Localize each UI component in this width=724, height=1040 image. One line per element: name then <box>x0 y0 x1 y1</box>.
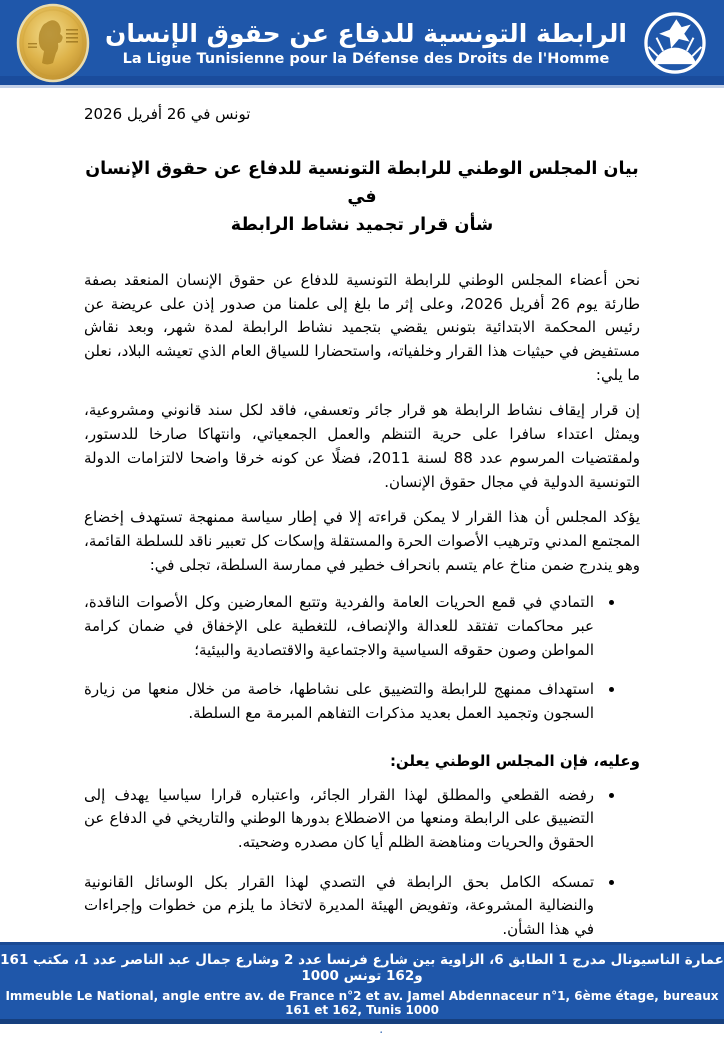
letterfoot-banner <box>0 942 724 1040</box>
statement-paragraph-3: يؤكد المجلس أن هذا القرار لا يمكن قراءته إلا في إطار سياسة ممنهجة تستهدف إخضاع المجتمع المدني وترهيب الأصوات الحرة والمستقلة وإسكات كل تعبير ناقد للسلطة القائمة، وهو يندرج ضمن مناخ عام يتسم بانحراف خطير في ممارسة السلطة، تجلى في: <box>84 508 640 574</box>
org-name-arabic: الرابطة التونسية للدفاع عن حقوق الإنسان <box>105 18 627 48</box>
footer-fax-text: 71 258 000 <box>391 1025 473 1040</box>
org-name-french: La Ligue Tunisienne pour la Défense des Droits de l'Homme <box>122 51 610 68</box>
ltdh-dove-sunrise-logo-icon <box>642 10 708 76</box>
context-bullet-2: • استهداف ممنهج للرابطة والتضييق على نشاطها، خاصة من خلال منعها من زيارة السجون وتجميد العمل بعديد مذكرات التفاهم المبرمة مع السلطة. <box>84 678 598 725</box>
footer-address-arabic: عمارة الناسيونال مدرج 1 الطابق 6، الزاوية بين شارع فرنسا عدد 2 وشارع جمال عبد الناصر عدد 1، مكتب 161 و162 تونس 1000 <box>0 952 724 984</box>
date-line: تونس في 26 أفريل 2026 <box>84 105 251 123</box>
footer-website-text: www.ltdh.tn <box>91 1025 182 1040</box>
letterhead-titles <box>90 18 642 67</box>
declaration-bullet-list <box>84 784 618 942</box>
footer-contact-row <box>0 1025 724 1040</box>
declaration-bullet-1: • رفضه القطعي والمطلق لهذا القرار الجائر، واعتباره قرارا سياسيا يهدف إلى التضييق على الرابطة ومنعها من الاضطلاع بدورها الوطني والتاريخي في الدفاع عن الحقوق والحريات ومناهضة الظلم أيا كان مصدره وضحيته. <box>84 784 598 855</box>
email-icon <box>515 1025 530 1040</box>
footer-address-french: Immeuble Le National, angle entre av. de France n°2 et av. Jamel Abdennaceur n°1, 6ème étage, bureaux 161 et 162, Tunis 1000 <box>5 989 719 1017</box>
footer-website <box>70 1025 182 1040</box>
statement-body <box>0 105 724 942</box>
context-bullet-list <box>84 591 618 725</box>
statement-title-line1: بيان المجلس الوطني للرابطة التونسية للدفاع عن حقوق الإنسان في <box>85 159 639 207</box>
footer-phone-text: 71 258 000 <box>245 1025 328 1040</box>
context-bullet-1: • التمادي في قمع الحريات العامة والفردية وتتبع المعارضين وكل الأصوات الناقدة، عبر محاكمات تفتقد للعدالة والإنصاف، للتغطية على الإخفاق في ضمان كرامة المواطن وصون حقوقه السياسية والاجتماعية والاقتصادية والبيئية؛ <box>84 591 598 662</box>
footer-email-text: contact@ltdh.tn <box>536 1025 655 1040</box>
statement-title <box>84 155 640 239</box>
statement-paragraph-2: إن قرار إيقاف نشاط الرابطة هو قرار جائر وتعسفي، فاقد لكل سند قانوني ومشروعية، ويمثل اعتداء سافرا على حرية التنظم والعمل الجمعياتي، وانتهاكا صارخا للدستور، ولمقتضيات المرسوم عدد 88 لسنة 2011، فضلًا عن كونه خرقا واضحا لالتزامات الدولة التونسية الدولية في مجال حقوق الإنسان. <box>84 401 640 491</box>
footer-email <box>515 1025 654 1040</box>
footer-phone <box>224 1025 327 1040</box>
statement-paragraph-1: نحن أعضاء المجلس الوطني للرابطة التونسية للدفاع عن حقوق الإنسان المنعقد بصفة طارئة يوم 26 أفريل 2026، وعلى إثر ما بلغ إلى علمنا من صدور إذن على عريضة عن رئيس المحكمة الابتدائية بتونس يقضي بتجميد نشاط الرابطة لمدة شهر، وبعد نقاش مستفيض في حيثيات هذا القرار وخلفياته، واستحضارا للسياق العام الذي تعيشه البلاد، نعلن ما يلي: <box>84 271 641 384</box>
declaration-bullet-2: • تمسكه الكامل بحق الرابطة في التصدي لهذا القرار بكل الوسائل القانونية والنضالية المشروعة، وتفويض الهيئة المديرة لاتخاذ ما يلزم من خطوات وإجراءات في هذا الشأن. <box>84 871 598 942</box>
statement-title-line2: شأن قرار تجميد نشاط الرابطة <box>230 215 494 235</box>
footer-fax <box>369 1025 472 1040</box>
letterhead-banner <box>0 0 724 88</box>
phone-icon <box>224 1025 239 1040</box>
fax-icon <box>369 1025 384 1040</box>
declaration-heading: وعليه، فإن المجلس الوطني يعلن: <box>389 751 640 770</box>
globe-icon <box>70 1025 85 1040</box>
nobel-medal-icon <box>16 3 90 83</box>
